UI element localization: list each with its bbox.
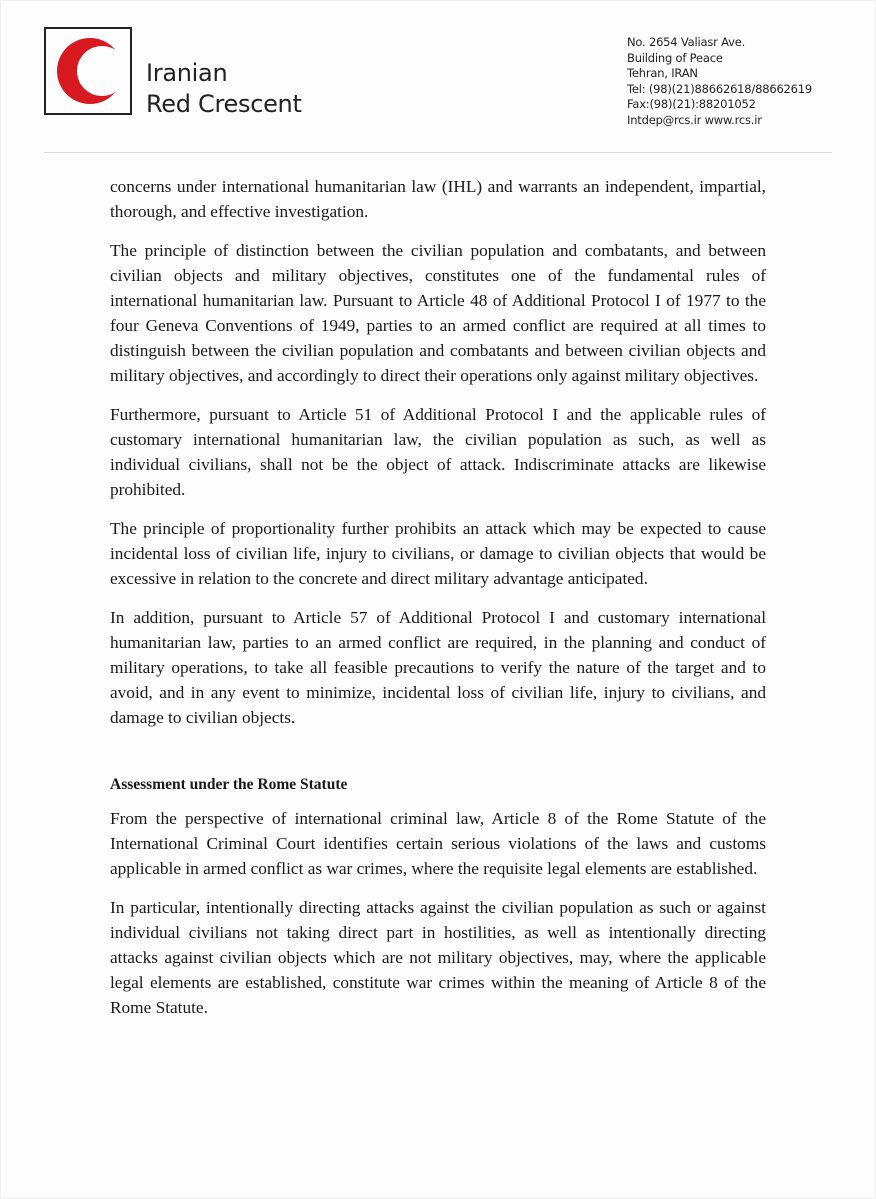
organization-name bbox=[146, 58, 302, 120]
contact-address-2: Building of Peace bbox=[627, 50, 723, 65]
body-paragraph: The principle of distinction between the civilian population and combatants, and between civilian objects and military objectives, constitutes one of the fundamental rules of international humanitarian law. Pursuant to Article 48 of Additional Protocol I of 1977 to the four Geneva Conventions of 1949, parties to an armed conflict are required at all times to distinguish between the civilian population and combatants and between civilian objects and military objectives, and accordingly to direct their operations only against military objectives. bbox=[110, 241, 766, 385]
contact-city: Tehran, IRAN bbox=[627, 66, 698, 81]
org-name-line-2: Red Crescent bbox=[146, 90, 302, 118]
body-paragraph: In addition, pursuant to Article 57 of Additional Protocol I and customary international humanitarian law, parties to an armed conflict are required, in the planning and conduct of military operations, to take all feasible precautions to verify the nature of the target and to avoid, and in any event to minimize, incidental loss of civilian life, injury to civilians, and damage to civilian objects. bbox=[110, 608, 766, 727]
body-paragraph: In particular, intentionally directing attacks against the civilian population as such or against individual civilians not taking direct part in hostilities, as well as intentionally directing attacks against civilian objects which are not military objectives, may, where the applicable legal elements are established, constitute war crimes within the meaning of Article 8 of the Rome Statute. bbox=[110, 898, 766, 1017]
body-paragraph: concerns under international humanitarian law (IHL) and warrants an independent, impartial, thorough, and effective investigation. bbox=[110, 177, 766, 221]
document-body bbox=[110, 174, 766, 1034]
contact-tel: Tel: (98)(21)88662618/88662619 bbox=[627, 81, 813, 96]
body-paragraph: The principle of proportionality further prohibits an attack which may be expected to cause incidental loss of civilian life, injury to civilians, or damage to civilian objects that would be excessive in relation to the concrete and direct military advantage anticipated. bbox=[110, 519, 766, 588]
section-heading: Assessment under the Rome Statute bbox=[110, 776, 348, 793]
org-name-line-1: Iranian bbox=[146, 59, 228, 87]
contact-block bbox=[627, 35, 812, 129]
contact-address-1: No. 2654 Valiasr Ave. bbox=[627, 35, 746, 49]
red-crescent-logo bbox=[44, 27, 132, 115]
contact-web: Intdep@rcs.ir www.rcs.ir bbox=[627, 112, 762, 127]
body-paragraph: From the perspective of international criminal law, Article 8 of the Rome Statute of the International Criminal Court identifies certain serious violations of the laws and customs applicable in armed conflict as war crimes, where the requisite legal elements are established. bbox=[110, 809, 766, 878]
header-divider bbox=[44, 152, 832, 153]
contact-fax: Fax:(98)(21):88201052 bbox=[627, 97, 756, 112]
crescent-icon bbox=[52, 35, 124, 107]
body-paragraph: Furthermore, pursuant to Article 51 of Additional Protocol I and the applicable rules of customary international humanitarian law, the civilian population as such, as well as individual civilians, shall not be the object of attack. Indiscriminate attacks are likewise prohibited. bbox=[110, 405, 766, 499]
